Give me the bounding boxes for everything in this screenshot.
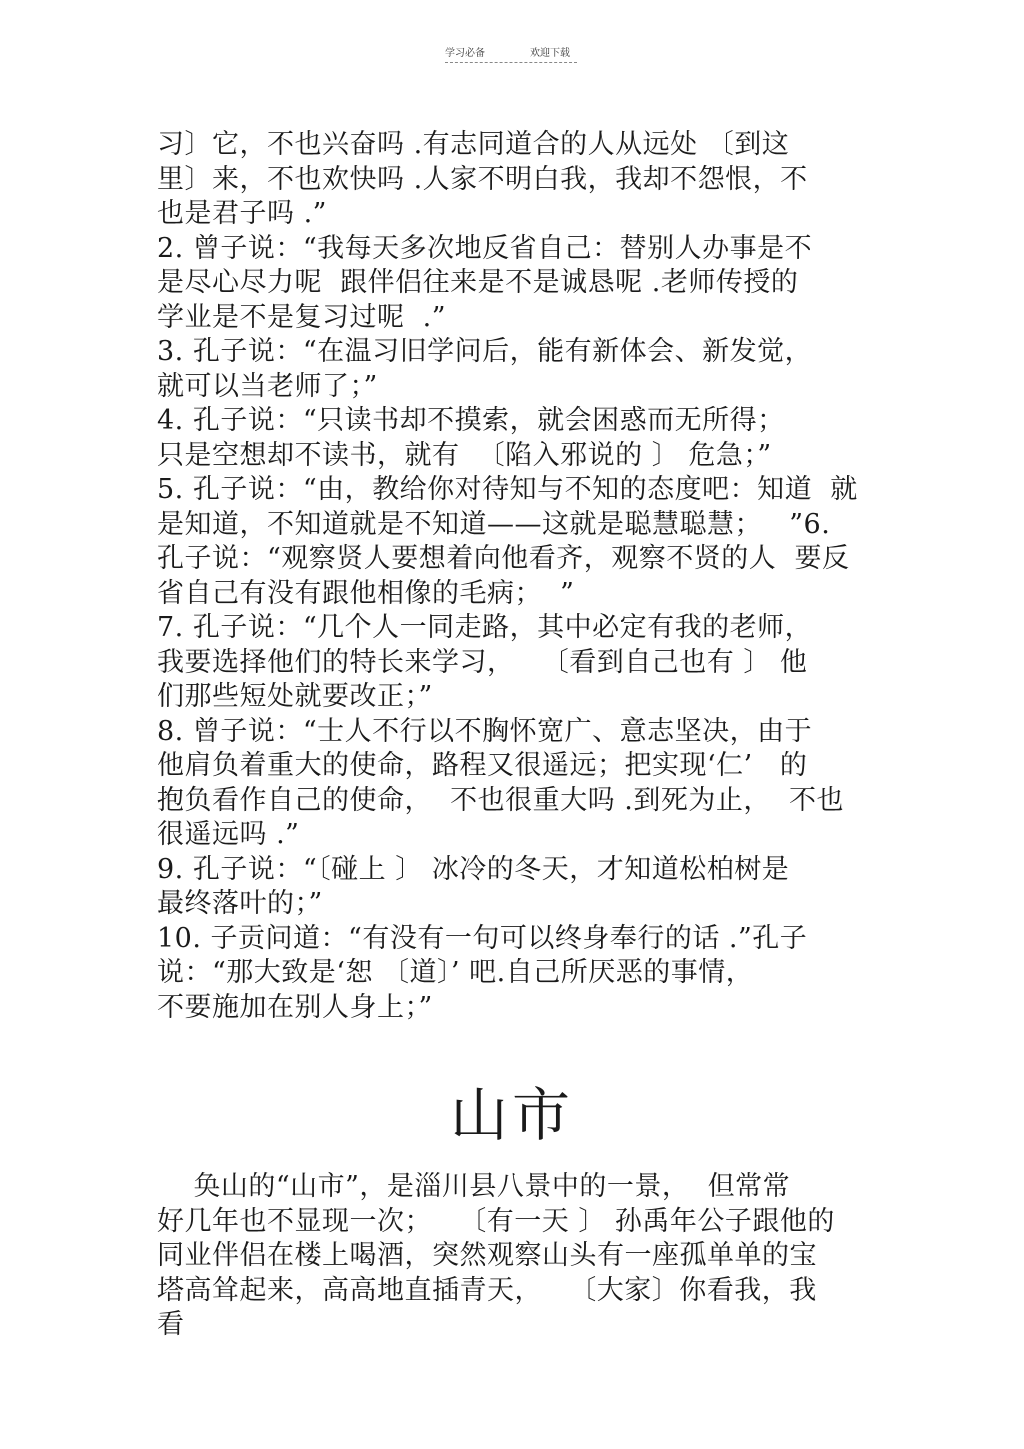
text-line: 4. 孔子说：“只读书却不摸索，就会困惑而无所得；	[157, 405, 785, 436]
text-line: 就可以当老师了；”	[157, 370, 378, 402]
text-line: 很遥远吗 .”	[157, 819, 300, 850]
text-line: 孔子说：“观察贤人要想着向他看齐，观察不贤的人 要反	[157, 543, 850, 574]
page-header	[445, 42, 577, 63]
section-title: 山市	[449, 1081, 574, 1149]
text-line: 不要施加在别人身上；”	[157, 991, 433, 1023]
analects-text	[157, 128, 897, 1025]
text-line: 习〕它，不也兴奋吗 .有志同道合的人从远处 〔到这	[157, 129, 790, 160]
text-line: 是知道，不知道就是不知道——这就是聪慧聪慧； ”6.	[157, 508, 831, 540]
story-line: 看	[157, 1309, 185, 1340]
text-line: 是尽心尽力呢 跟伴侣往来是不是诚恳呢 .老师传授的	[157, 267, 799, 298]
header-left-text: 学习必备	[445, 48, 485, 59]
text-line: 说：“那大致是‘恕 〔道〕’ 吧.自己所厌恶的事情，	[157, 957, 754, 988]
text-line: 也是君子吗 .”	[157, 198, 327, 229]
story-line: 同业伴侣在楼上喝酒，突然观察山头有一座孤单单的宝	[157, 1240, 817, 1271]
header-right-text: 欢迎下载	[530, 48, 570, 59]
story-line: 好几年也不显现一次； 〔有一天 〕 孙禹年公子跟他的	[157, 1205, 835, 1237]
text-line: 们那些短处就要改正；”	[157, 681, 433, 712]
text-line: 里〕来，不也欢快吗 .人家不明白我，我却不怨恨，不	[157, 163, 808, 195]
text-line: 7. 孔子说：“几个人一同走路，其中必定有我的老师，	[157, 612, 813, 643]
story-line: 奂山的“山市”，是淄川县八景中的一景， 但常常	[157, 1171, 791, 1202]
text-line: 他肩负着重大的使命，路程又很遥远；把实现‘仁’ 的	[157, 750, 808, 781]
text-line: 学业是不是复习过呢 .”	[157, 301, 447, 333]
text-line: 3. 孔子说：“在温习旧学问后，能有新体会、新发觉，	[157, 336, 813, 367]
story-text	[157, 1170, 897, 1343]
text-line: 最终落叶的；”	[157, 888, 323, 919]
text-line: 10. 子贡问道：“有没有一句可以终身奉行的话 .”孔子	[157, 922, 808, 954]
text-line: 我要选择他们的特长来学习， 〔看到自己也有 〕 他	[157, 646, 808, 678]
text-line: 5. 孔子说：“由，教给你对待知与不知的态度吧：知道 就	[157, 474, 858, 505]
story-line: 塔高耸起来，高高地直插青天， 〔大家〕你看我，我	[157, 1274, 817, 1306]
text-line: 省自己有没有跟他相像的毛病； ”	[157, 577, 575, 609]
text-line: 8. 曾子说：“士人不行以不胸怀宽广、意志坚决，由于	[157, 715, 813, 747]
text-line: 抱负看作自己的使命， 不也很重大吗 .到死为止， 不也	[157, 784, 844, 816]
text-line: 2. 曾子说：“我每天多次地反省自己：替别人办事是不	[157, 232, 813, 264]
text-line: 9. 孔子说：“〔碰上 〕 冰冷的冬天，才知道松柏树是	[157, 853, 790, 885]
text-line: 只是空想却不读书，就有 〔陷入邪说的 〕 危急；”	[157, 439, 772, 471]
